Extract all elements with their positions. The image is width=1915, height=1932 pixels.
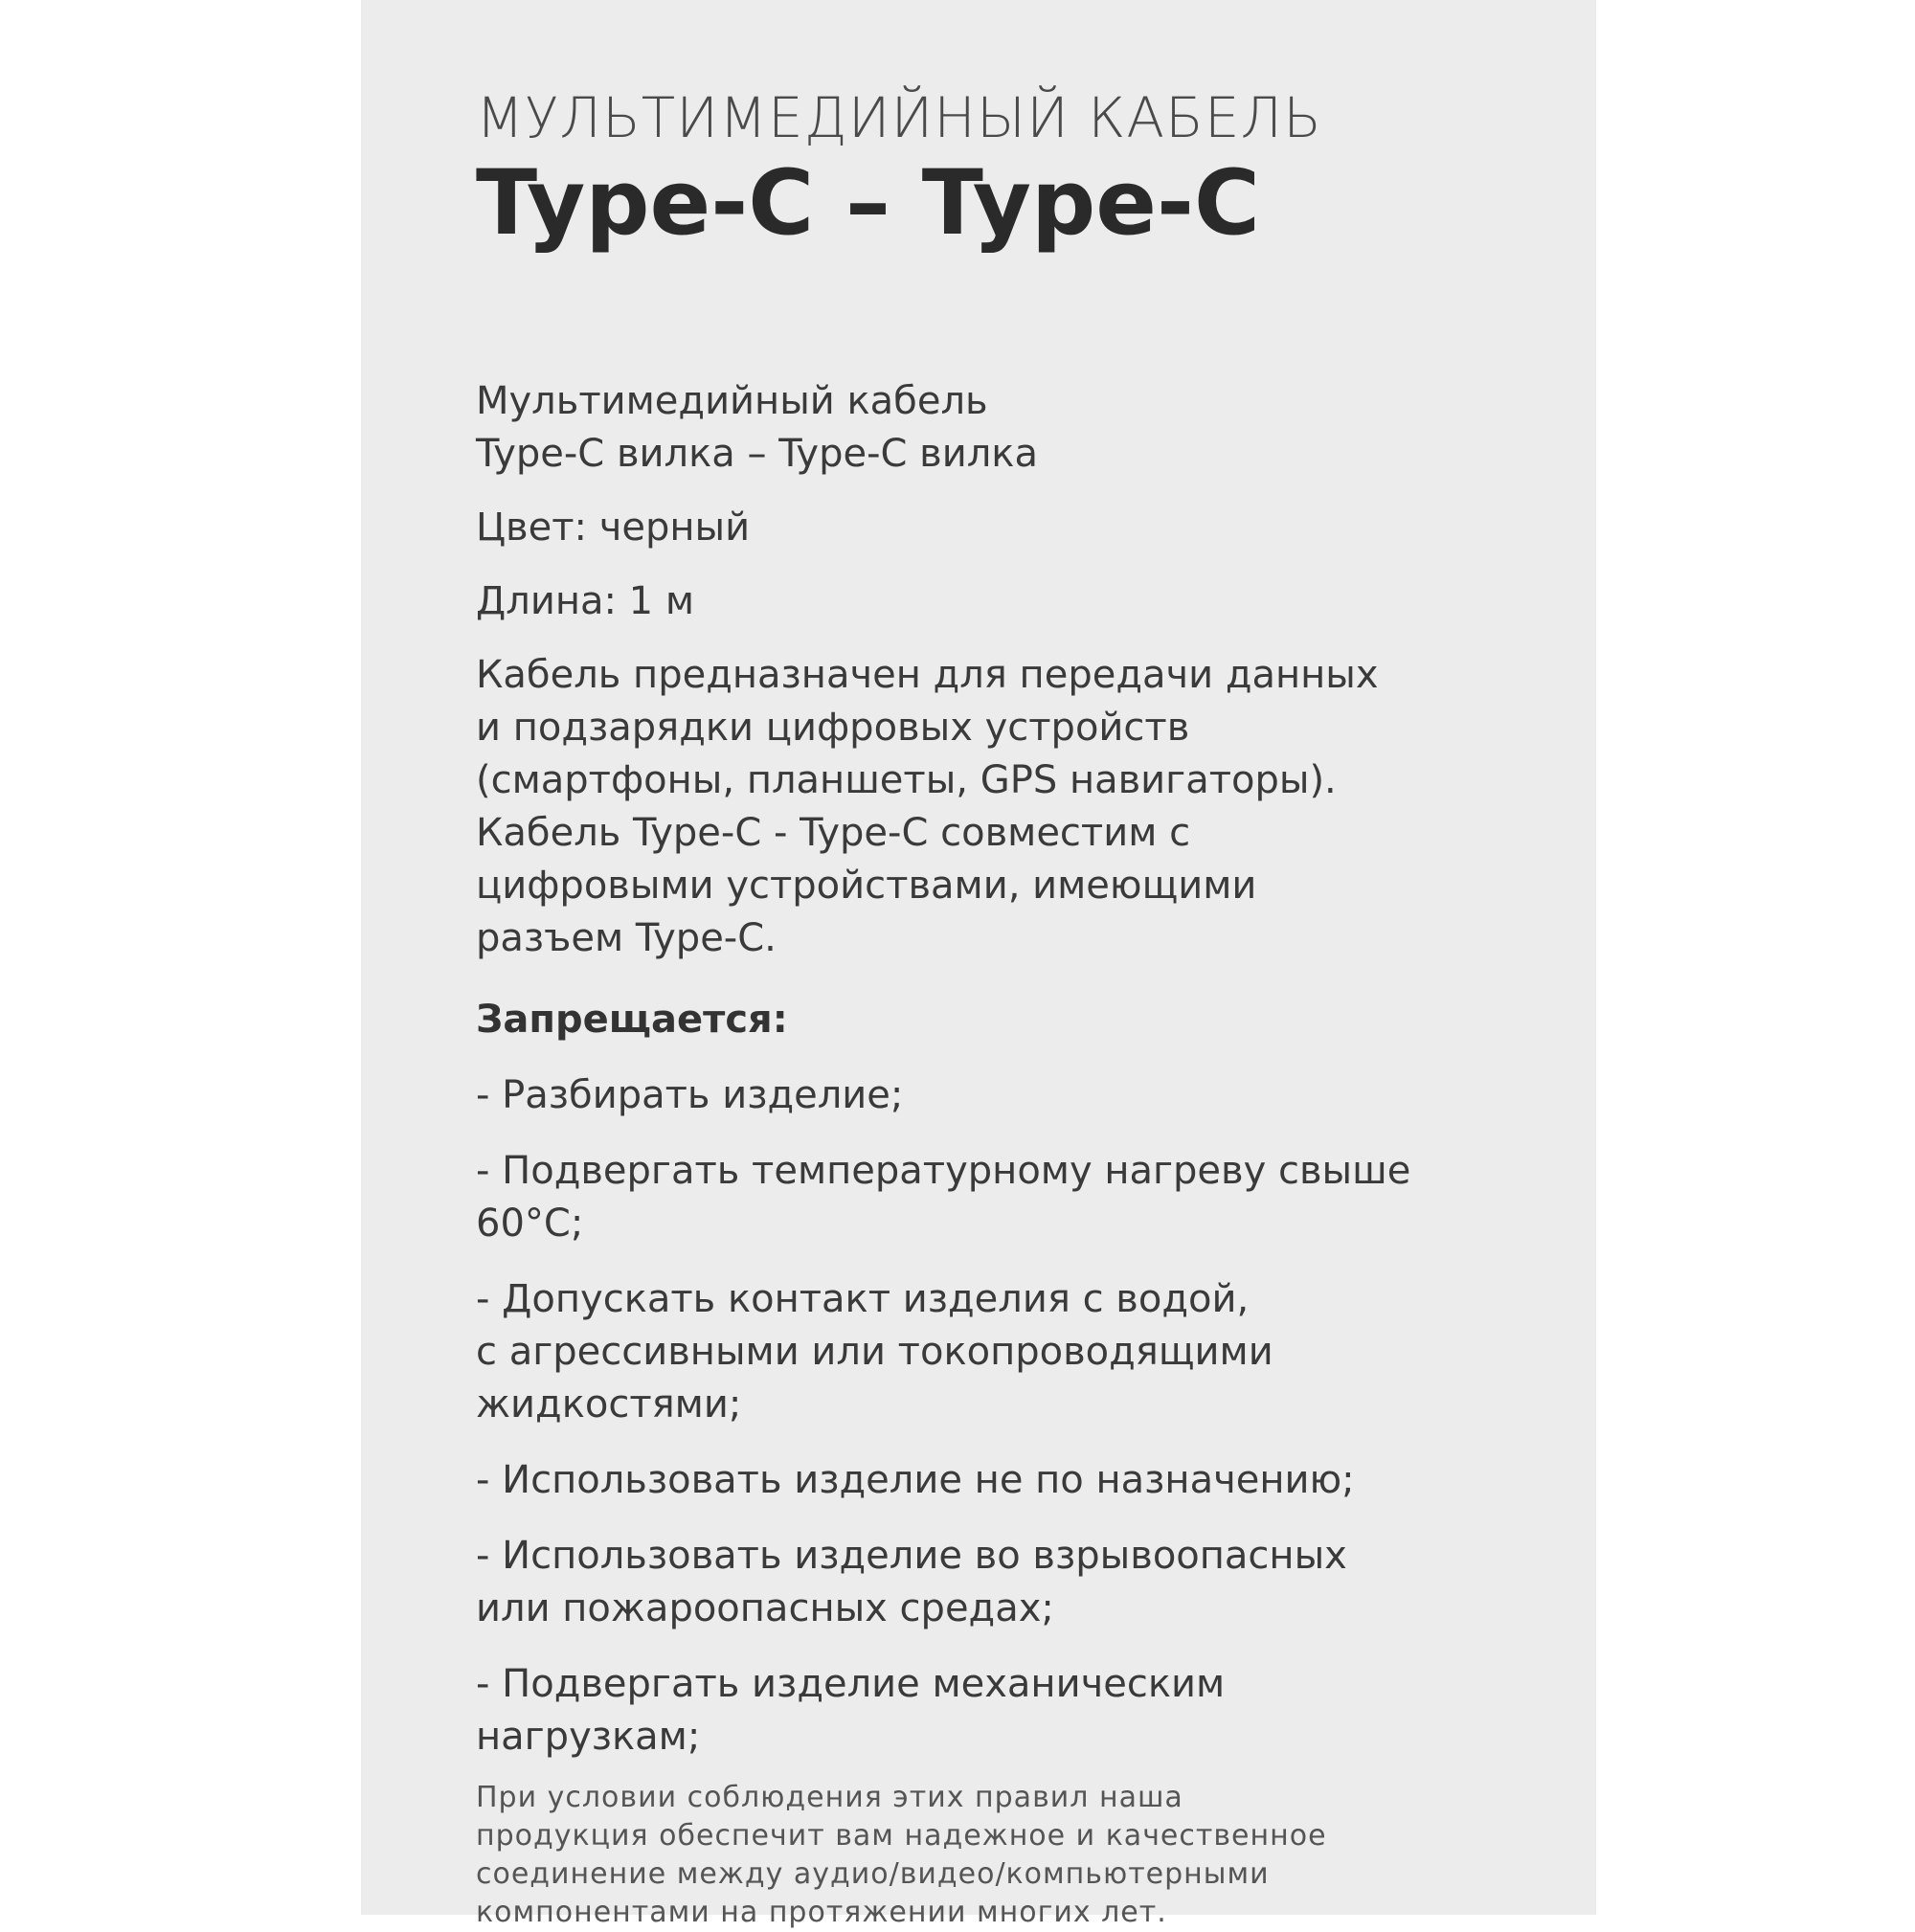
prohibited-item: [476, 1145, 1548, 1250]
prohibited-line: - Подвергать температурному нагреву свыше: [476, 1149, 1411, 1193]
color-spec: Цвет: черный: [476, 505, 751, 550]
prohibited-line: или пожароопасных средах;: [476, 1586, 1054, 1630]
purpose-line: и подзарядки цифровых устройств: [476, 706, 1190, 750]
product-subtitle: МУЛЬТИМЕДИЙНЫЙ КАБЕЛЬ: [476, 85, 1322, 150]
description-line: Type-C вилка – Type-C вилка: [476, 432, 1038, 476]
footer-line: компонентами на протяжении многих лет.: [476, 1896, 1167, 1929]
prohibited-heading: Запрещается:: [476, 998, 788, 1042]
purpose-paragraph: [476, 649, 1548, 965]
prohibited-item: [476, 1454, 1548, 1507]
prohibited-line: нагрузкам;: [476, 1715, 701, 1759]
length-spec: Длина: 1 м: [476, 579, 695, 623]
prohibited-item: [476, 1530, 1548, 1635]
prohibited-line: с агрессивными или токопроводящими: [476, 1330, 1273, 1374]
prohibited-item: [476, 1273, 1548, 1431]
purpose-line: цифровыми устройствами, имеющими: [476, 864, 1257, 908]
prohibited-item: [476, 1069, 1548, 1122]
prohibited-line: - Разбирать изделие;: [476, 1073, 904, 1117]
purpose-line: Кабель предназначен для передачи данных: [476, 653, 1379, 697]
footer-line: продукция обеспечит вам надежное и качественное: [476, 1819, 1327, 1853]
purpose-line: (смартфоны, планшеты, GPS навигаторы).: [476, 758, 1337, 802]
purpose-line: разъем Type-C.: [476, 916, 777, 960]
prohibited-line: - Подвергать изделие механическим: [476, 1662, 1226, 1706]
footer-line: соединение между аудио/видео/компьютерными: [476, 1857, 1270, 1891]
footer-note: [476, 1779, 1548, 1932]
footer-line: При условии соблюдения этих правил наша: [476, 1781, 1183, 1814]
product-title: Type-C – Type-C: [476, 151, 1261, 256]
prohibited-line: - Допускать контакт изделия с водой,: [476, 1277, 1250, 1321]
prohibited-line: жидкостями;: [476, 1382, 742, 1427]
prohibited-line: - Использовать изделие не по назначению;: [476, 1458, 1355, 1502]
prohibited-line: 60°С;: [476, 1202, 584, 1246]
prohibited-item: [476, 1658, 1548, 1764]
package-content: [476, 84, 1548, 1932]
prohibited-line: - Использовать изделие во взрывоопасных: [476, 1534, 1347, 1578]
purpose-line: Кабель Type-C - Type-C совместим с: [476, 811, 1191, 855]
product-description: [476, 375, 1548, 481]
package-panel: [361, 0, 1596, 1929]
description-line: Мультимедийный кабель: [476, 379, 988, 423]
